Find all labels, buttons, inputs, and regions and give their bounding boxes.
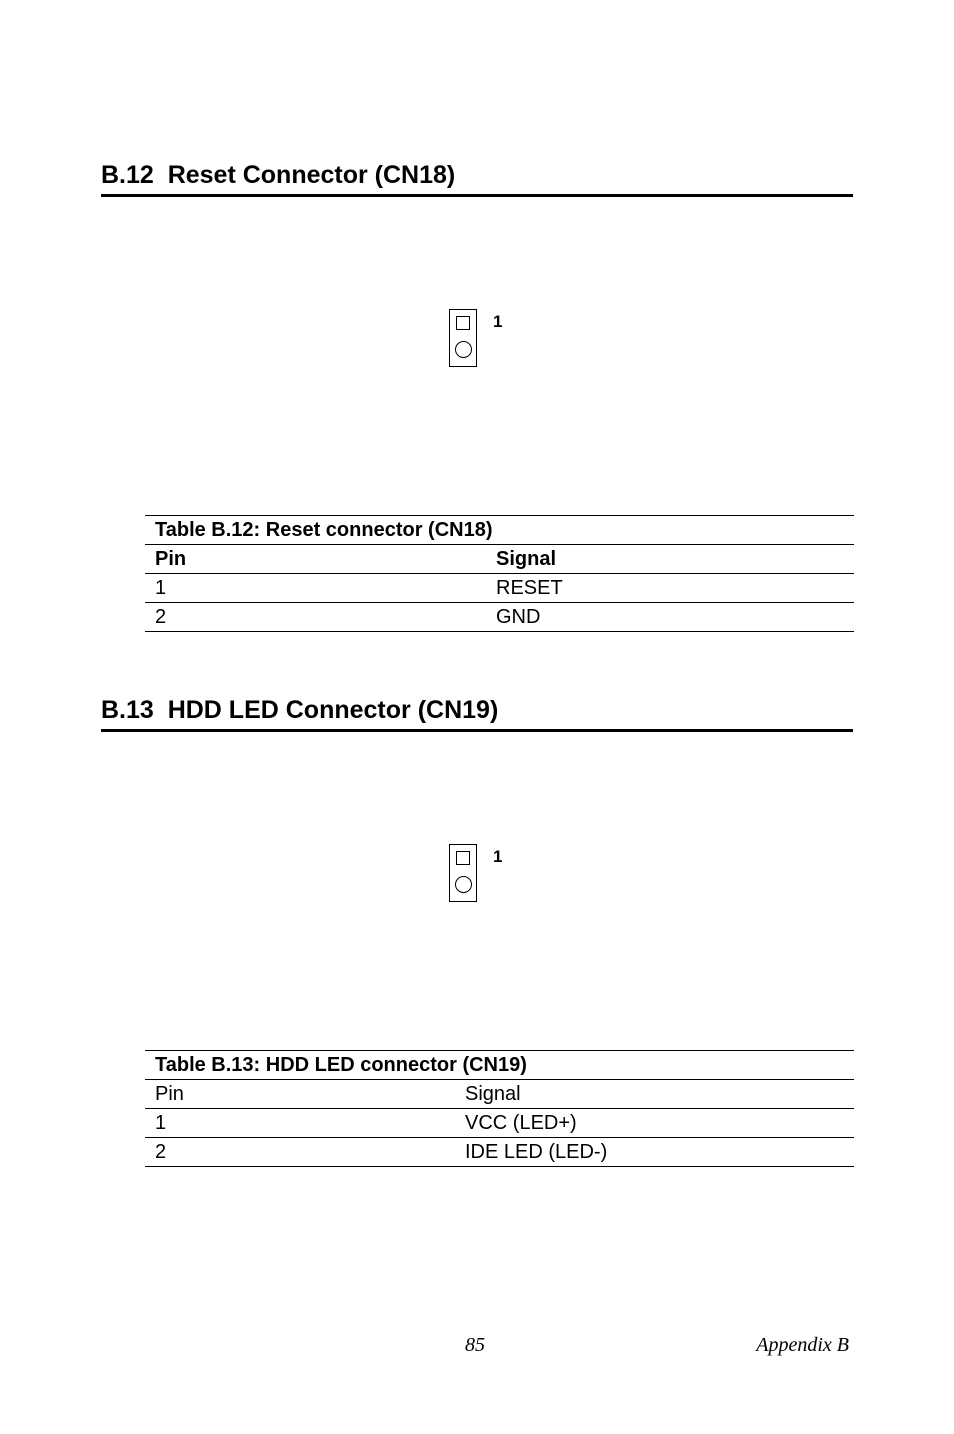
pin-1-square [456, 851, 470, 865]
cell-signal: VCC (LED+) [455, 1109, 854, 1138]
pin-2-circle [455, 876, 472, 893]
table-row [145, 574, 854, 603]
cell-pin: 2 [145, 603, 486, 632]
header-pin: Pin [145, 545, 486, 574]
chapter-label: Appendix B [756, 1334, 849, 1356]
cell-signal: GND [486, 603, 854, 632]
cell-pin: 1 [145, 1109, 455, 1138]
hdd-led-connector-table [145, 1050, 854, 1167]
header-signal: Signal [486, 545, 854, 574]
table-caption-row [145, 1051, 854, 1080]
reset-connector-diagram [449, 309, 477, 367]
table-row [145, 603, 854, 632]
hdd-led-connector-diagram [449, 844, 477, 902]
reset-connector-table [145, 515, 854, 632]
page-number: 85 [465, 1334, 485, 1356]
table-caption-row [145, 516, 854, 545]
table-caption: Table B.13: HDD LED connector (CN19) [145, 1051, 854, 1080]
header-signal: Signal [455, 1080, 854, 1109]
section-title-b12: B.12 Reset Connector (CN18) [101, 160, 853, 197]
cell-signal: RESET [486, 574, 854, 603]
table-row [145, 1138, 854, 1167]
table-row [145, 1109, 854, 1138]
pin-1-label: 1 [493, 847, 503, 866]
cell-pin: 1 [145, 574, 486, 603]
pin-2-circle [455, 341, 472, 358]
pin-1-square [456, 316, 470, 330]
table-header-row [145, 545, 854, 574]
table-caption: Table B.12: Reset connector (CN18) [145, 516, 854, 545]
section-title-b13: B.13 HDD LED Connector (CN19) [101, 695, 853, 732]
pin-1-label: 1 [493, 312, 503, 331]
cell-signal: IDE LED (LED-) [455, 1138, 854, 1167]
header-pin: Pin [145, 1080, 455, 1109]
cell-pin: 2 [145, 1138, 455, 1167]
table-header-row [145, 1080, 854, 1109]
